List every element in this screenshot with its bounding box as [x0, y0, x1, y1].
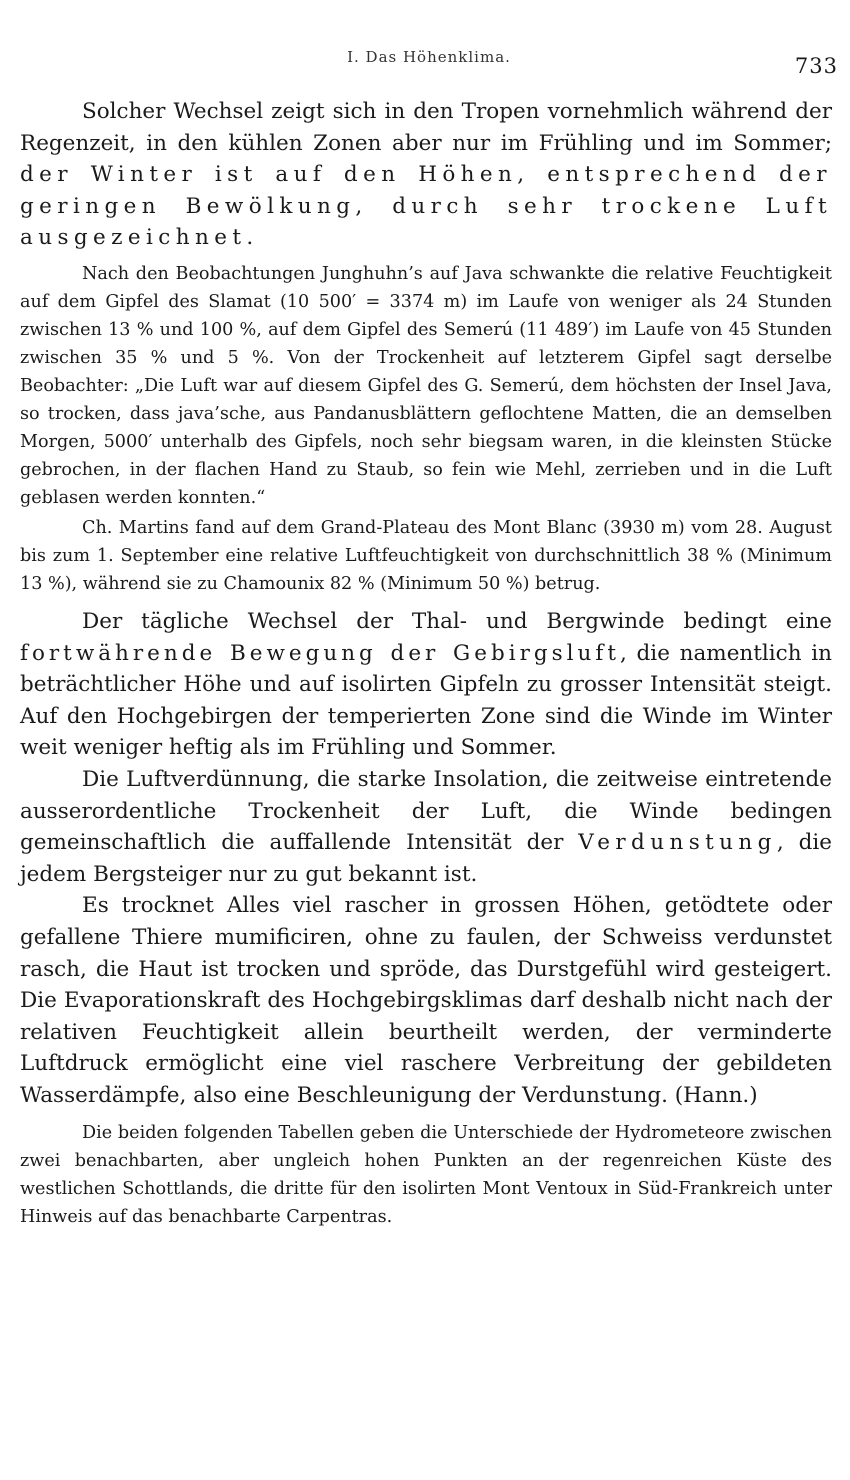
paragraph-4-text: Der tägliche Wechsel der Thal- und Bergwinde bedingt eine [82, 608, 832, 634]
paragraph-2: Nach den Beobachtungen Junghuhn’s auf Java schwankte die relative Feuchtigkeit auf dem Gipfel des Slamat (10 500′ = 3374 m) im Laufe von weniger als 24 Stunden zwischen 13 % und 100 %, auf dem Gipfel des Semerú (11 489′) im Laufe von 45 Stunden zwischen 35 % und 5 %. Von der Trockenheit auf letzterem Gipfel sagt derselbe Beobachter: „Die Luft war auf diesem Gipfel des G. Semerú, dem höchsten der Insel Java, so trocken, dass java’sche, aus Pandanusblättern geflochtene Matten, die an demselben Morgen, 5000′ unterhalb des Gipfels, noch sehr biegsam waren, in die kleinsten Stücke gebrochen, in der flachen Hand zu Staub, so fein wie Mehl, zerrieben und in die Luft geblasen werden konnten.“ [20, 263, 832, 508]
paragraph-7: Die beiden folgenden Tabellen geben die Unterschiede der Hydrometeore zwischen zwei benachbarten, aber ungleich hohen Punkten an der regenreichen Küste des westlichen Schottlands, die dritte für den isolirten Mont Ventoux in Süd-Frankreich unter Hinweis auf das benachbarte Carpentras. [20, 1123, 832, 1228]
paragraph-3: Ch. Martins fand auf dem Grand-Plateau des Mont Blanc (3930 m) vom 28. August bis zum 1. September eine relative Luftfeuchtigkeit von durchschnittlich 38 % (Minimum 13 %), während sie zu Chamounix 82 % (Minimum 50 %) betrug. [20, 517, 832, 594]
page-header [20, 48, 838, 78]
spaced-emphasis: der Winter ist auf den Höhen, entsprechend der geringen Bewölkung, durch sehr trockene Luft ausgezeichnet [20, 162, 832, 251]
paragraph-1-end: . [246, 225, 254, 251]
running-head: I. Das Höhenklima. [347, 48, 511, 66]
paragraph-6: Es trocknet Alles viel rascher in grossen Höhen, getödtete oder gefallene Thiere mumificiren, ohne zu faulen, der Schweiss verdunstet rasch, die Haut ist trocken und spröde, das Durstgefühl wird gesteigert. Die Evaporationskraft des Hochgebirgsklimas darf deshalb nicht nach der relativen Feuchtigkeit allein beurtheilt werden, der verminderte Luftdruck ermöglicht eine viel raschere Verbreitung der gebildeten Wasserdämpfe, also eine Beschleunigung der Verdunstung. (Hann.) [20, 893, 832, 1108]
paragraph-5-text: Die Luftverdünnung, die starke Insolation, die zeitweise eintretende ausserordentliche Trockenheit der Luft, die Winde bedingen gemeinschaftlich die auffallende Intensität der [20, 766, 832, 856]
paragraph-5 [20, 764, 832, 890]
paragraph-5-end: , die jedem Bergsteiger nur zu gut bekannt ist. [20, 830, 832, 887]
page-body [20, 96, 832, 1231]
page-number: 733 [794, 54, 838, 78]
paragraph-4 [20, 606, 832, 764]
paragraph-1-text: Solcher Wechsel zeigt sich in den Tropen vornehmlich während der Regenzeit, in den kühlen Zonen aber nur im Frühling und im Sommer; [20, 99, 832, 156]
paragraph-4-end: , die namentlich in beträchtlicher Höhe und auf isolirten Gipfeln zu grosser Intensität steigt. Auf den Hochgebirgen der temperierten Zone sind die Winde im Winter weit weniger heftig als im Frühling und Sommer. [20, 640, 832, 761]
spaced-emphasis: Verdunstung [578, 830, 777, 856]
spaced-emphasis: fortwährende Bewegung der Gebirgsluft [20, 640, 620, 666]
paragraph-1 [20, 96, 832, 254]
